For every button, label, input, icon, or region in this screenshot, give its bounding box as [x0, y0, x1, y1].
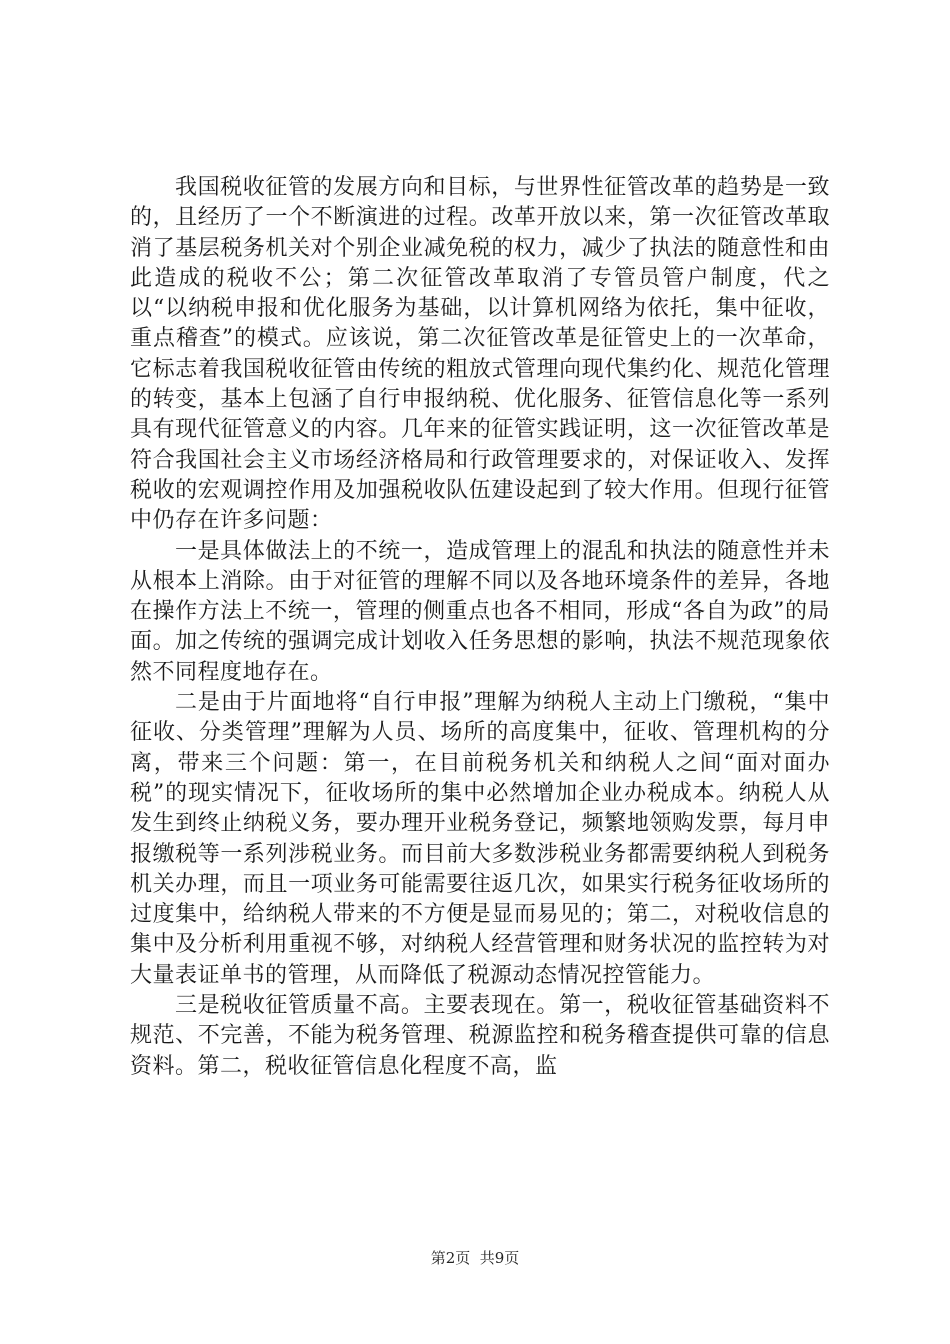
document-body — [130, 173, 830, 1082]
paragraph-problem-two: 二是由于片面地将“自行申报”理解为纳税人主动上门缴税，“集中征收、分类管理”理解为人员、场所的高度集中，征收、管理机构的分离，带来三个问题：第一，在目前税务机关和纳税人之间“面对面办税”的现实情况下，征收场所的集中必然增加企业办税成本。纳税人从发生到终止纳税义务，要办理开业税务登记，频繁地领购发票，每月申报缴税等一系列涉税业务。而目前大多数涉税业务都需要纳税人到税务机关办理，而且一项业务可能需要往返几次，如果实行税务征收场所的过度集中，给纳税人带来的不方便是显而易见的；第二，对税收信息的集中及分析利用重视不够，对纳税人经营管理和财务状况的监控转为对大量表证单书的管理，从而降低了税源动态情况控管能力。 — [130, 690, 830, 988]
paragraph-problem-one: 一是具体做法上的不统一，造成管理上的混乱和执法的随意性并未从根本上消除。由于对征管的理解不同以及各地环境条件的差异，各地在操作方法上不统一，管理的侧重点也各不相同，形成“各自为政”的局面。加之传统的强调完成计划收入任务思想的影响，执法不规范现象依然不同程度地存在。 — [130, 538, 830, 685]
paragraph-problem-three: 三是税收征管质量不高。主要表现在。第一，税收征管基础资料不规范、不完善，不能为税务管理、税源监控和税务稽查提供可靠的信息资料。第二，税收征管信息化程度不高，监 — [130, 993, 830, 1079]
page-number-label: 第2页 共9页 — [430, 1249, 520, 1267]
paragraph-intro: 我国税收征管的发展方向和目标，与世界性征管改革的趋势是一致的，且经历了一个不断演进的过程。改革开放以来，第一次征管改革取消了基层税务机关对个别企业减免税的权力，减少了执法的随意性和由此造成的税收不公；第二次征管改革取消了专管员管户制度，代之以“以纳税申报和优化服务为基础，以计算机网络为依托，集中征收，重点稽查”的模式。应该说，第二次征管改革是征管史上的一次革命，它标志着我国税收征管由传统的粗放式管理向现代集约化、规范化管理的转变，基本上包涵了自行申报纳税、优化服务、征管信息化等一系列具有现代征管意义的内容。几年来的征管实践证明，这一次征管改革是符合我国社会主义市场经济格局和行政管理要求的，对保证收入、发挥税收的宏观调控作用及加强税收队伍建设起到了较大作用。但现行征管中仍存在许多问题： — [130, 175, 830, 534]
page-footer — [0, 1247, 950, 1268]
